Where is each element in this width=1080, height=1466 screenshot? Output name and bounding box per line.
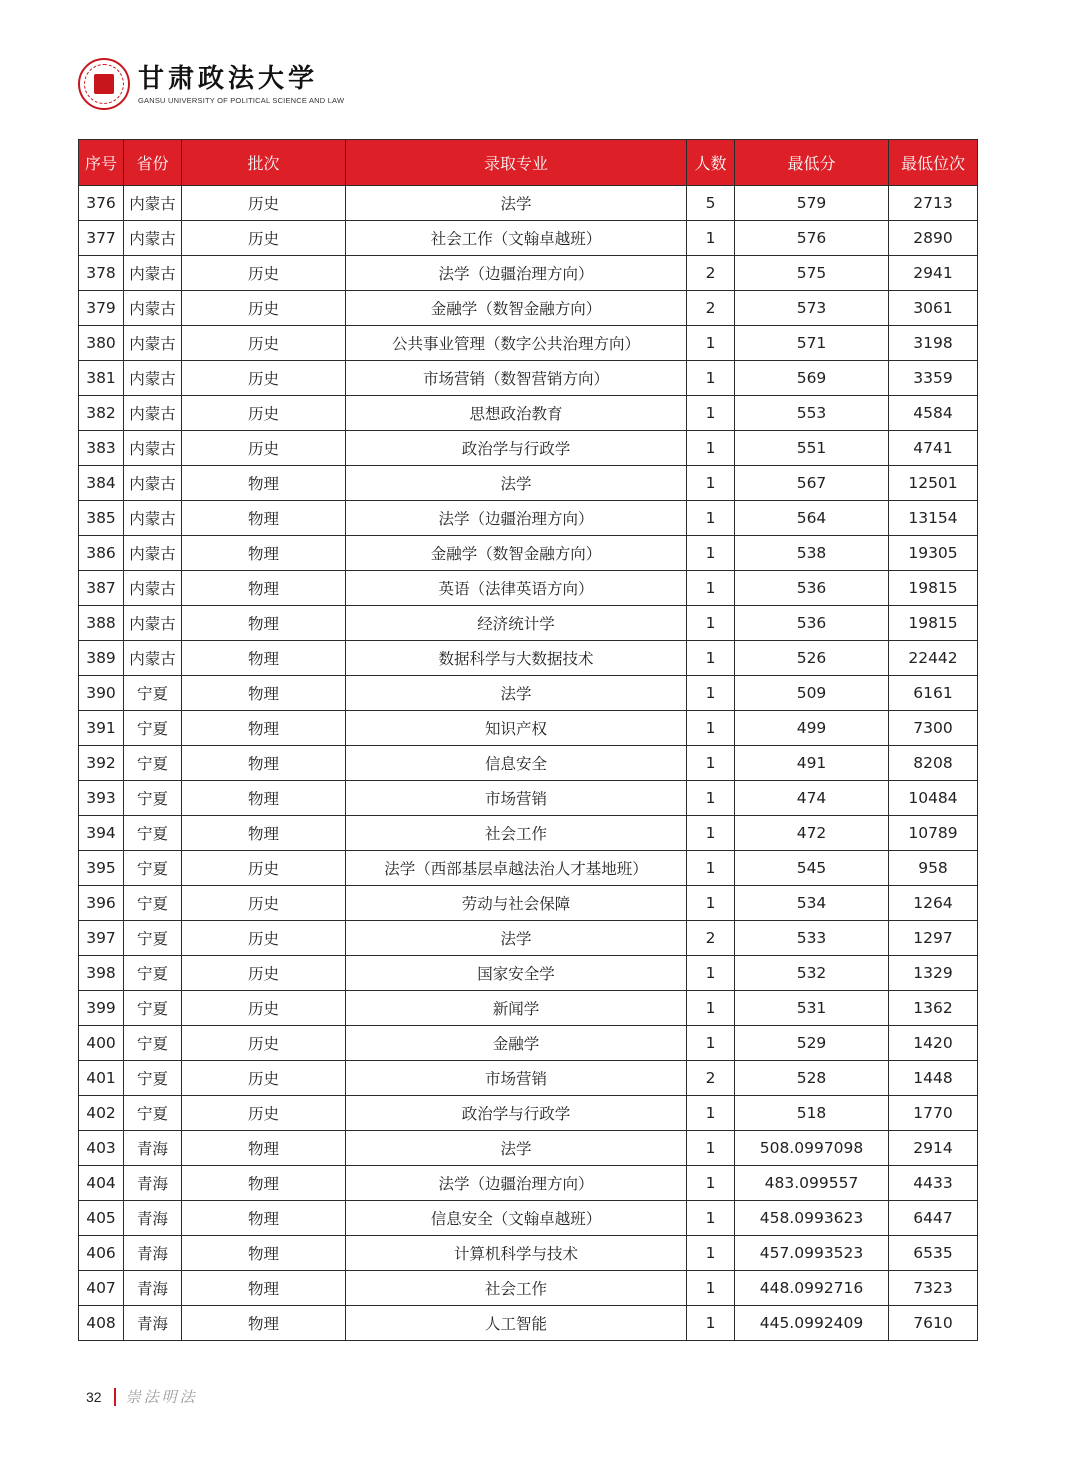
table-cell: 8208 [889, 746, 978, 781]
table-cell: 历史 [182, 1096, 346, 1131]
column-header: 批次 [182, 140, 346, 186]
table-cell: 407 [79, 1271, 124, 1306]
table-cell: 491 [735, 746, 889, 781]
table-cell: 19815 [889, 606, 978, 641]
table-cell: 526 [735, 641, 889, 676]
table-row [79, 396, 978, 431]
table-cell: 387 [79, 571, 124, 606]
table-cell: 4741 [889, 431, 978, 466]
table-cell: 市场营销（数智营销方向） [346, 361, 687, 396]
table-cell: 391 [79, 711, 124, 746]
table-cell: 1 [687, 1166, 735, 1201]
table-cell: 399 [79, 991, 124, 1026]
table-cell: 534 [735, 886, 889, 921]
table-cell: 金融学 [346, 1026, 687, 1061]
table-body [79, 186, 978, 1341]
table-cell: 1 [687, 606, 735, 641]
table-cell: 物理 [182, 501, 346, 536]
table-cell: 536 [735, 606, 889, 641]
table-cell: 573 [735, 291, 889, 326]
table-cell: 1420 [889, 1026, 978, 1061]
table-cell: 394 [79, 816, 124, 851]
table-cell: 403 [79, 1131, 124, 1166]
table-cell: 内蒙古 [124, 536, 182, 571]
table-cell: 宁夏 [124, 886, 182, 921]
table-cell: 5 [687, 186, 735, 221]
table-cell: 内蒙古 [124, 431, 182, 466]
table-cell: 内蒙古 [124, 466, 182, 501]
column-header: 录取专业 [346, 140, 687, 186]
table-row [79, 851, 978, 886]
table-cell: 1 [687, 851, 735, 886]
table-cell: 472 [735, 816, 889, 851]
table-cell: 社会工作（文翰卓越班） [346, 221, 687, 256]
table-cell: 法学 [346, 466, 687, 501]
table-cell: 青海 [124, 1306, 182, 1341]
table-cell: 1 [687, 816, 735, 851]
table-cell: 历史 [182, 396, 346, 431]
table-cell: 物理 [182, 466, 346, 501]
table-cell: 物理 [182, 1131, 346, 1166]
table-cell: 499 [735, 711, 889, 746]
table-cell: 1329 [889, 956, 978, 991]
table-cell: 公共事业管理（数字公共治理方向） [346, 326, 687, 361]
table-cell: 国家安全学 [346, 956, 687, 991]
table-cell: 474 [735, 781, 889, 816]
table-row [79, 641, 978, 676]
table-cell: 7610 [889, 1306, 978, 1341]
table-cell: 445.0992409 [735, 1306, 889, 1341]
table-cell: 2914 [889, 1131, 978, 1166]
table-cell: 458.0993623 [735, 1201, 889, 1236]
table-cell: 1 [687, 676, 735, 711]
table-cell: 533 [735, 921, 889, 956]
table-cell: 社会工作 [346, 1271, 687, 1306]
table-cell: 1 [687, 466, 735, 501]
table-cell: 物理 [182, 1306, 346, 1341]
table-cell: 1 [687, 396, 735, 431]
table-cell: 2713 [889, 186, 978, 221]
table-cell: 397 [79, 921, 124, 956]
table-cell: 知识产权 [346, 711, 687, 746]
university-name-en: GANSU UNIVERSITY OF POLITICAL SCIENCE AND LAW [138, 95, 345, 105]
table-cell: 1 [687, 781, 735, 816]
table-cell: 青海 [124, 1271, 182, 1306]
table-cell: 579 [735, 186, 889, 221]
table-cell: 19815 [889, 571, 978, 606]
table-row [79, 1026, 978, 1061]
table-cell: 1 [687, 221, 735, 256]
university-seal-icon [78, 58, 130, 110]
table-cell: 内蒙古 [124, 326, 182, 361]
table-cell: 内蒙古 [124, 186, 182, 221]
table-cell: 483.099557 [735, 1166, 889, 1201]
table-cell: 政治学与行政学 [346, 1096, 687, 1131]
table-cell: 376 [79, 186, 124, 221]
table-cell: 宁夏 [124, 1096, 182, 1131]
column-header: 最低分 [735, 140, 889, 186]
table-cell: 22442 [889, 641, 978, 676]
table-cell: 1297 [889, 921, 978, 956]
table-cell: 宁夏 [124, 816, 182, 851]
table-row [79, 746, 978, 781]
table-row [79, 536, 978, 571]
table-cell: 569 [735, 361, 889, 396]
table-row [79, 1096, 978, 1131]
table-row [79, 1236, 978, 1271]
table-cell: 市场营销 [346, 1061, 687, 1096]
table-cell: 567 [735, 466, 889, 501]
table-cell: 1 [687, 326, 735, 361]
table-cell: 历史 [182, 851, 346, 886]
table-cell: 人工智能 [346, 1306, 687, 1341]
table-cell: 历史 [182, 921, 346, 956]
table-cell: 宁夏 [124, 746, 182, 781]
table-cell: 457.0993523 [735, 1236, 889, 1271]
table-cell: 575 [735, 256, 889, 291]
table-cell: 内蒙古 [124, 606, 182, 641]
table-cell: 宁夏 [124, 781, 182, 816]
table-cell: 历史 [182, 221, 346, 256]
table-cell: 法学 [346, 921, 687, 956]
table-cell: 金融学（数智金融方向） [346, 536, 687, 571]
university-brand [138, 64, 344, 105]
table-cell: 382 [79, 396, 124, 431]
table-cell: 553 [735, 396, 889, 431]
table-cell: 物理 [182, 1236, 346, 1271]
table-cell: 381 [79, 361, 124, 396]
table-cell: 物理 [182, 1166, 346, 1201]
table-cell: 1 [687, 1096, 735, 1131]
table-cell: 13154 [889, 501, 978, 536]
table-cell: 法学 [346, 186, 687, 221]
table-cell: 物理 [182, 606, 346, 641]
table-cell: 536 [735, 571, 889, 606]
table-cell: 2 [687, 291, 735, 326]
table-cell: 物理 [182, 571, 346, 606]
table-cell: 劳动与社会保障 [346, 886, 687, 921]
table-cell: 395 [79, 851, 124, 886]
table-cell: 宁夏 [124, 1026, 182, 1061]
table-cell: 4433 [889, 1166, 978, 1201]
table-row [79, 711, 978, 746]
table-row [79, 466, 978, 501]
table-cell: 1 [687, 991, 735, 1026]
table-cell: 528 [735, 1061, 889, 1096]
table-cell: 政治学与行政学 [346, 431, 687, 466]
table-cell: 7323 [889, 1271, 978, 1306]
table-cell: 内蒙古 [124, 501, 182, 536]
table-row [79, 1166, 978, 1201]
table-cell: 历史 [182, 991, 346, 1026]
university-name-cn: 甘肃政法大学 [138, 63, 319, 94]
table-row [79, 1306, 978, 1341]
table-row [79, 501, 978, 536]
table-cell: 社会工作 [346, 816, 687, 851]
table-cell: 1 [687, 746, 735, 781]
table-cell: 信息安全（文翰卓越班） [346, 1201, 687, 1236]
table-cell: 历史 [182, 1061, 346, 1096]
table-cell: 内蒙古 [124, 641, 182, 676]
admissions-table [78, 139, 978, 1341]
table-cell: 1 [687, 501, 735, 536]
table-cell: 物理 [182, 536, 346, 571]
table-cell: 1 [687, 361, 735, 396]
table-cell: 宁夏 [124, 1061, 182, 1096]
table-row [79, 1271, 978, 1306]
table-cell: 389 [79, 641, 124, 676]
table-cell: 内蒙古 [124, 256, 182, 291]
table-cell: 历史 [182, 956, 346, 991]
table-cell: 物理 [182, 711, 346, 746]
table-cell: 564 [735, 501, 889, 536]
table-cell: 物理 [182, 1271, 346, 1306]
table-cell: 内蒙古 [124, 221, 182, 256]
column-header: 序号 [79, 140, 124, 186]
table-cell: 法学（边疆治理方向） [346, 501, 687, 536]
table-cell: 404 [79, 1166, 124, 1201]
table-cell: 1 [687, 641, 735, 676]
table-cell: 法学 [346, 676, 687, 711]
table-cell: 12501 [889, 466, 978, 501]
table-cell: 400 [79, 1026, 124, 1061]
table-cell: 历史 [182, 326, 346, 361]
table-cell: 金融学（数智金融方向） [346, 291, 687, 326]
table-cell: 385 [79, 501, 124, 536]
table-cell: 1 [687, 1201, 735, 1236]
table-cell: 1 [687, 536, 735, 571]
table-cell: 新闻学 [346, 991, 687, 1026]
table-cell: 1 [687, 1271, 735, 1306]
table-cell: 576 [735, 221, 889, 256]
table-cell: 379 [79, 291, 124, 326]
table-cell: 1770 [889, 1096, 978, 1131]
table-row [79, 256, 978, 291]
table-cell: 3061 [889, 291, 978, 326]
table-cell: 7300 [889, 711, 978, 746]
footer-slogan: 崇法明法 [125, 1388, 198, 1406]
table-cell: 2 [687, 256, 735, 291]
table-cell: 6447 [889, 1201, 978, 1236]
table-cell: 392 [79, 746, 124, 781]
table-cell: 6535 [889, 1236, 978, 1271]
table-cell: 历史 [182, 186, 346, 221]
column-header: 人数 [687, 140, 735, 186]
table-cell: 571 [735, 326, 889, 361]
column-header: 省份 [124, 140, 182, 186]
table-cell: 551 [735, 431, 889, 466]
table-cell: 1448 [889, 1061, 978, 1096]
table-cell: 1 [687, 711, 735, 746]
table-cell: 518 [735, 1096, 889, 1131]
table-cell: 数据科学与大数据技术 [346, 641, 687, 676]
table-cell: 内蒙古 [124, 571, 182, 606]
page-header [78, 56, 344, 112]
table-cell: 390 [79, 676, 124, 711]
table-cell: 内蒙古 [124, 396, 182, 431]
table-row [79, 886, 978, 921]
table-cell: 英语（法律英语方向） [346, 571, 687, 606]
table-cell: 377 [79, 221, 124, 256]
table-cell: 宁夏 [124, 851, 182, 886]
table-cell: 393 [79, 781, 124, 816]
table-cell: 408 [79, 1306, 124, 1341]
table-cell: 386 [79, 536, 124, 571]
table-cell: 1264 [889, 886, 978, 921]
table-cell: 青海 [124, 1236, 182, 1271]
table-row [79, 361, 978, 396]
page-number: 32 [86, 1388, 102, 1405]
table-cell: 1 [687, 1026, 735, 1061]
table-cell: 509 [735, 676, 889, 711]
page-footer [86, 1386, 198, 1407]
table-cell: 1 [687, 886, 735, 921]
table-cell: 1 [687, 1131, 735, 1166]
table-row [79, 676, 978, 711]
table-cell: 405 [79, 1201, 124, 1236]
table-row [79, 956, 978, 991]
table-row [79, 1201, 978, 1236]
table-cell: 1 [687, 956, 735, 991]
table-cell: 宁夏 [124, 956, 182, 991]
table-cell: 10484 [889, 781, 978, 816]
table-cell: 3198 [889, 326, 978, 361]
table-cell: 531 [735, 991, 889, 1026]
table-cell: 538 [735, 536, 889, 571]
table-cell: 383 [79, 431, 124, 466]
table-cell: 历史 [182, 256, 346, 291]
table-row [79, 221, 978, 256]
table-cell: 398 [79, 956, 124, 991]
table-cell: 380 [79, 326, 124, 361]
table-row [79, 921, 978, 956]
table-cell: 10789 [889, 816, 978, 851]
table-cell: 388 [79, 606, 124, 641]
table-row [79, 291, 978, 326]
table-cell: 532 [735, 956, 889, 991]
table-cell: 384 [79, 466, 124, 501]
table-header-row [79, 140, 978, 186]
table-cell: 物理 [182, 676, 346, 711]
table-row [79, 781, 978, 816]
table-cell: 6161 [889, 676, 978, 711]
table-cell: 宁夏 [124, 921, 182, 956]
table-cell: 物理 [182, 641, 346, 676]
table-cell: 历史 [182, 886, 346, 921]
table-cell: 2 [687, 921, 735, 956]
table-row [79, 991, 978, 1026]
table-cell: 402 [79, 1096, 124, 1131]
table-cell: 历史 [182, 361, 346, 396]
table-cell: 378 [79, 256, 124, 291]
table-cell: 法学 [346, 1131, 687, 1166]
table-cell: 历史 [182, 431, 346, 466]
table-cell: 396 [79, 886, 124, 921]
table-row [79, 431, 978, 466]
table-cell: 青海 [124, 1201, 182, 1236]
table-cell: 法学（西部基层卓越法治人才基地班） [346, 851, 687, 886]
table-cell: 宁夏 [124, 991, 182, 1026]
table-cell: 4584 [889, 396, 978, 431]
table-cell: 448.0992716 [735, 1271, 889, 1306]
table-cell: 宁夏 [124, 676, 182, 711]
table-row [79, 186, 978, 221]
column-header: 最低位次 [889, 140, 978, 186]
table-cell: 信息安全 [346, 746, 687, 781]
table-cell: 406 [79, 1236, 124, 1271]
table-cell: 2941 [889, 256, 978, 291]
table-cell: 958 [889, 851, 978, 886]
table-cell: 青海 [124, 1166, 182, 1201]
table-cell: 计算机科学与技术 [346, 1236, 687, 1271]
table-cell: 物理 [182, 781, 346, 816]
table-cell: 内蒙古 [124, 291, 182, 326]
table-cell: 2890 [889, 221, 978, 256]
table-cell: 法学（边疆治理方向） [346, 256, 687, 291]
footer-divider [114, 1388, 116, 1406]
table-cell: 545 [735, 851, 889, 886]
table-row [79, 816, 978, 851]
table-cell: 历史 [182, 291, 346, 326]
table-row [79, 326, 978, 361]
table-cell: 401 [79, 1061, 124, 1096]
table-cell: 2 [687, 1061, 735, 1096]
table-cell: 1 [687, 431, 735, 466]
table-cell: 青海 [124, 1131, 182, 1166]
table-cell: 508.0997098 [735, 1131, 889, 1166]
table-row [79, 571, 978, 606]
table-cell: 历史 [182, 1026, 346, 1061]
table-row [79, 606, 978, 641]
table-cell: 物理 [182, 1201, 346, 1236]
table-cell: 宁夏 [124, 711, 182, 746]
table-cell: 法学（边疆治理方向） [346, 1166, 687, 1201]
table-row [79, 1131, 978, 1166]
table-cell: 19305 [889, 536, 978, 571]
table-cell: 1 [687, 1236, 735, 1271]
table-row [79, 1061, 978, 1096]
table-cell: 经济统计学 [346, 606, 687, 641]
table-cell: 529 [735, 1026, 889, 1061]
table-cell: 1 [687, 1306, 735, 1341]
table-cell: 物理 [182, 816, 346, 851]
table-cell: 1362 [889, 991, 978, 1026]
table-cell: 3359 [889, 361, 978, 396]
table-cell: 内蒙古 [124, 361, 182, 396]
table-cell: 物理 [182, 746, 346, 781]
table-cell: 1 [687, 571, 735, 606]
table-cell: 思想政治教育 [346, 396, 687, 431]
table-cell: 市场营销 [346, 781, 687, 816]
